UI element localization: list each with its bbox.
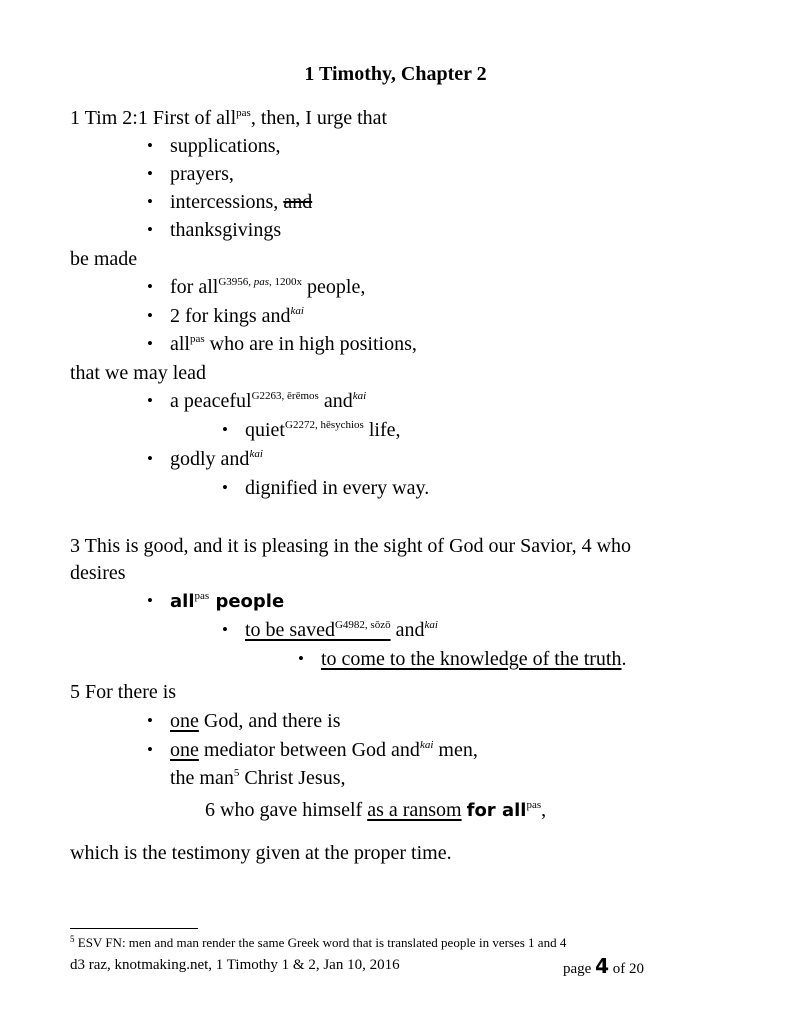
greek-sup: kai [352, 390, 367, 402]
list-item [170, 391, 366, 411]
strongs-sup: G2263, ērēmos [251, 390, 319, 402]
greek-sup: pas [526, 799, 542, 811]
footnote-text: ESV FN: men and man render the same Greek word that is translated people in verses 1 and 4 [74, 935, 567, 950]
be-made-line: be made [70, 248, 138, 270]
list-item-text: intercessions, [170, 191, 284, 213]
strongs-number: G3956, [218, 276, 252, 288]
man-christ-jesus-line [170, 768, 346, 788]
verse-text: godly and [170, 448, 250, 470]
verse-text: for all [170, 276, 219, 298]
footer-page-number [563, 956, 644, 977]
verse-text: life, [363, 419, 401, 441]
footnote-divider [70, 928, 198, 929]
greek-sup: pas [190, 333, 205, 345]
greek-sup: pas [194, 590, 210, 602]
list-item: • dignified in every way. [245, 478, 429, 498]
verse-text: , then, I urge that [250, 107, 388, 129]
footnote-ref: 5 [233, 767, 240, 779]
strongs-sup: G4982, sōzō [334, 619, 391, 631]
underlined-word: one [170, 710, 199, 732]
list-item: • prayers, [170, 164, 234, 184]
list-item [170, 334, 417, 354]
list-item [245, 620, 438, 640]
verse-text: mediator between God and [198, 739, 420, 761]
verse-text: God, and there is [198, 710, 341, 732]
verse-text: who are in high positions, [204, 333, 417, 355]
struck-word: and [283, 191, 313, 213]
verse-text: people, [302, 276, 366, 298]
verse-text: , [541, 799, 547, 821]
verse-text: the man [170, 767, 234, 789]
page-title: 1 Timothy, Chapter 2 [304, 63, 487, 85]
verse-5-line: 5 For there is [70, 681, 177, 703]
list-item [170, 192, 312, 212]
testimony-line: which is the testimony given at the proper time. [70, 842, 452, 864]
underlined-word: one [170, 739, 199, 761]
page-total: of 20 [609, 961, 644, 977]
list-item [170, 591, 284, 611]
strongs-sup: G2272, hēsychios [285, 419, 364, 431]
footnote [70, 936, 566, 949]
verse-6-line [205, 800, 546, 820]
verse-3-line-2: desires [70, 562, 126, 584]
greek-sup: pas [236, 107, 251, 119]
underlined-phrase: as a ransom [367, 799, 462, 821]
footnote-number: 5 [70, 934, 75, 944]
list-item [170, 740, 478, 760]
list-item [170, 449, 263, 469]
verse-text: 1 Tim 2:1 First of all [70, 107, 237, 129]
verse-text: 6 who gave himself [205, 799, 368, 821]
verse-text: a peaceful [170, 390, 252, 412]
greek-sup: kai [290, 305, 304, 317]
list-item [245, 420, 400, 440]
greek-word: pas, [253, 276, 272, 288]
verse-text: . [621, 648, 627, 670]
page-label: page [563, 961, 596, 977]
bold-text: people [209, 591, 285, 612]
list-item: • supplications, [170, 136, 281, 156]
verse-3-line-1: 3 This is good, and it is pleasing in the sight of God our Savior, 4 who [70, 535, 632, 557]
underlined-phrase: to come to the knowledge of the truth [321, 648, 622, 670]
list-item: • thanksgivings [170, 220, 281, 240]
strongs-sup [218, 276, 302, 288]
underlined-phrase [245, 619, 391, 641]
verse-text: to be saved [245, 619, 335, 641]
verse-text: men, [433, 739, 478, 761]
greek-sup: kai [419, 739, 434, 751]
current-page: 4 [595, 954, 609, 978]
verse-1-intro [70, 108, 387, 128]
list-item [170, 306, 304, 326]
verse-text: 2 for kings and [170, 305, 291, 327]
that-we-may-lead-line: that we may lead [70, 362, 207, 384]
verse-text: Christ Jesus, [239, 767, 346, 789]
occurrence-count: 1200x [274, 276, 303, 288]
verse-text: quiet [245, 419, 285, 441]
bold-text: all [170, 591, 195, 612]
verse-text: and [318, 390, 353, 412]
bold-text: for all [466, 800, 527, 821]
greek-sup: kai [424, 619, 438, 631]
footer-left: d3 raz, knotmaking.net, 1 Timothy 1 & 2, Jan 10, 2016 [70, 957, 400, 973]
verse-text: and [390, 619, 425, 641]
list-item [170, 711, 341, 731]
verse-text: all [170, 333, 190, 355]
list-item [170, 277, 365, 297]
list-item [321, 649, 626, 669]
greek-sup: kai [249, 448, 263, 460]
